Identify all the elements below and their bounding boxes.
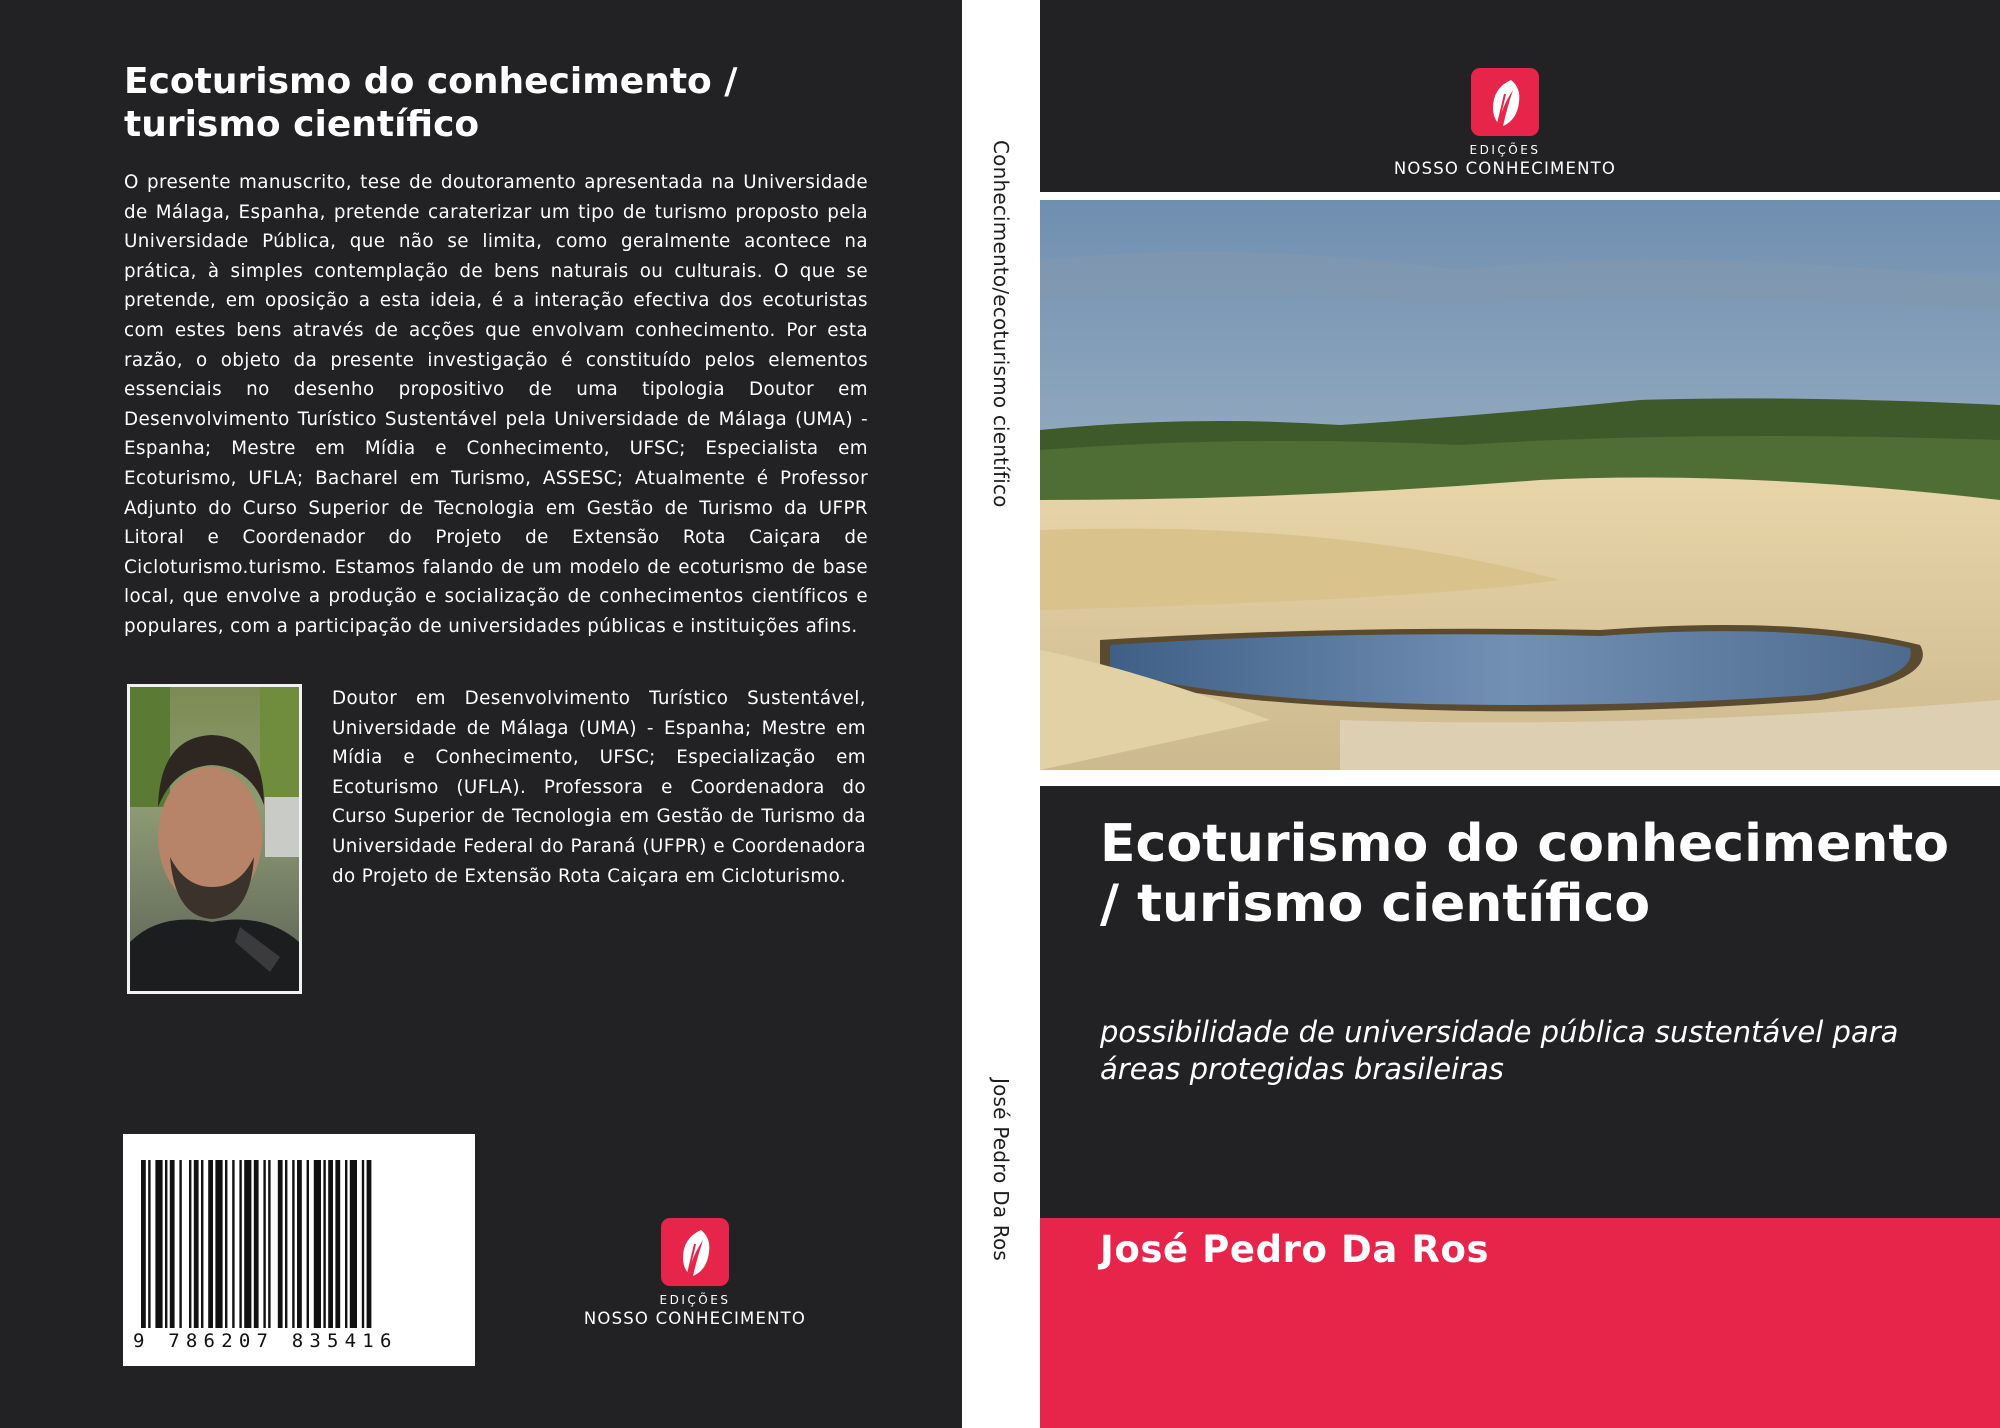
barcode-bar (194, 1160, 199, 1328)
barcode-bar (155, 1160, 162, 1328)
barcode-bar (141, 1160, 146, 1328)
barcode-bar (208, 1160, 213, 1328)
isbn-barcode (123, 1134, 475, 1366)
barcode-bar (263, 1160, 265, 1328)
barcode-bar (201, 1160, 203, 1328)
barcode-bar (165, 1160, 167, 1328)
barcode-bar (215, 1160, 222, 1328)
back-cover-summary: O presente manuscrito, tese de doutoramento apresentada na Universidade de Málaga, Espanha, pretende caraterizar um tipo de turismo proposto pela Universidade Pública, que não se limita, como geralmente acontece na prática, à simples contemplação de bens naturais ou culturais. O que se pretende, em oposição a esta ideia, é a interação efectiva dos ecoturistas com estes bens através de acções que envolvam conhecimento. Por esta razão, o objeto da presente investigação é constituído pelos elementos essenciais no desenho propositivo de uma tipologia Doutor em Desenvolvimento Turístico Sustentável pela Universidade de Málaga (UMA) - Espanha; Mestre em Mídia e Conhecimento, UFSC; Especialista em Ecoturismo, UFLA; Bacharel em Turismo, ASSESC; Atualmente é Professor Adjunto do Curso Superior de Tecnologia em Gestão de Turismo da UFPR Litoral e Coordenador do Projeto de Extensão Rota Caiçara de Cicloturismo.turismo. Estamos falando de um modelo de ecoturismo de base local, que envolve a produção e socialização de conhecimentos científicos e populares, com a participação de universidades públicas e instituições afins. (124, 172, 868, 637)
publisher-name: NOSSO CONHECIMENTO (583, 1309, 807, 1328)
author-portrait-image (130, 687, 299, 991)
barcode-bar (297, 1160, 302, 1328)
barcode-bar (367, 1160, 372, 1328)
front-cover-title: Ecoturismo do conhecimento / turismo científico (1100, 814, 1949, 934)
barcode-bar (179, 1160, 181, 1328)
barcode-bar (335, 1160, 340, 1328)
spine-title: Conhecimento/ecoturismo científico (989, 140, 1013, 508)
barcode-bar (350, 1160, 357, 1328)
cover-photo-dunes-lagoon (1040, 200, 2000, 770)
publisher-edicoes: EDIÇÕES (1469, 143, 1541, 157)
isbn-number: 9 786207 835416 (133, 1330, 398, 1352)
front-cover-subtitle: possibilidade de universidade pública sustentável para áreas protegidas brasileiras (1100, 1015, 1899, 1086)
barcode-bar (362, 1160, 364, 1328)
publisher-edicoes: EDIÇÕES (659, 1293, 731, 1307)
barcode-bar (225, 1160, 227, 1328)
barcode-bar (268, 1160, 270, 1328)
barcode-bar (278, 1160, 283, 1328)
barcode-bar (148, 1160, 150, 1328)
barcode-bar (244, 1160, 251, 1328)
feather-icon (1471, 68, 1539, 136)
front-header (1040, 0, 2000, 192)
author-bio: Doutor em Desenvolvimento Turístico Sustentável, Universidade de Málaga (UMA) - Espanha; Mestre em Mídia e Conhecimento, UFSC; Especialização em Ecoturismo (UFLA). Professora e Coordenadora do Curso Superior de Tecnologia em Gestão de Turismo da Universidade Federal do Paraná (UFPR) e Coordenadora do Projeto de Extensão Rota Caiçara em Cicloturismo. (332, 688, 866, 887)
barcode-bar (323, 1160, 325, 1328)
barcode-bar (170, 1160, 175, 1328)
barcode-bar (254, 1160, 259, 1328)
back-cover-title: Ecoturismo do conhecimento / turismo científico (124, 61, 738, 145)
front-cover (1040, 0, 2000, 1428)
barcode-bar (328, 1160, 333, 1328)
back-cover (0, 0, 962, 1428)
barcode-bar (189, 1160, 191, 1328)
barcode-bar (292, 1160, 294, 1328)
barcode-bar (285, 1160, 287, 1328)
spine-author: José Pedro Da Ros (989, 1078, 1013, 1262)
feather-icon (661, 1218, 729, 1286)
front-author-name: José Pedro Da Ros (1100, 1228, 1490, 1271)
barcode-bar (239, 1160, 241, 1328)
barcode-bar (307, 1160, 309, 1328)
barcode-bar (232, 1160, 234, 1328)
barcode-bar (314, 1160, 321, 1328)
publisher-name: NOSSO CONHECIMENTO (1393, 159, 1617, 178)
author-photo (127, 684, 302, 994)
barcode-bars (141, 1160, 461, 1328)
barcode-bar (345, 1160, 347, 1328)
spine (962, 0, 1040, 1428)
cover-photo-frame (1040, 192, 2000, 786)
